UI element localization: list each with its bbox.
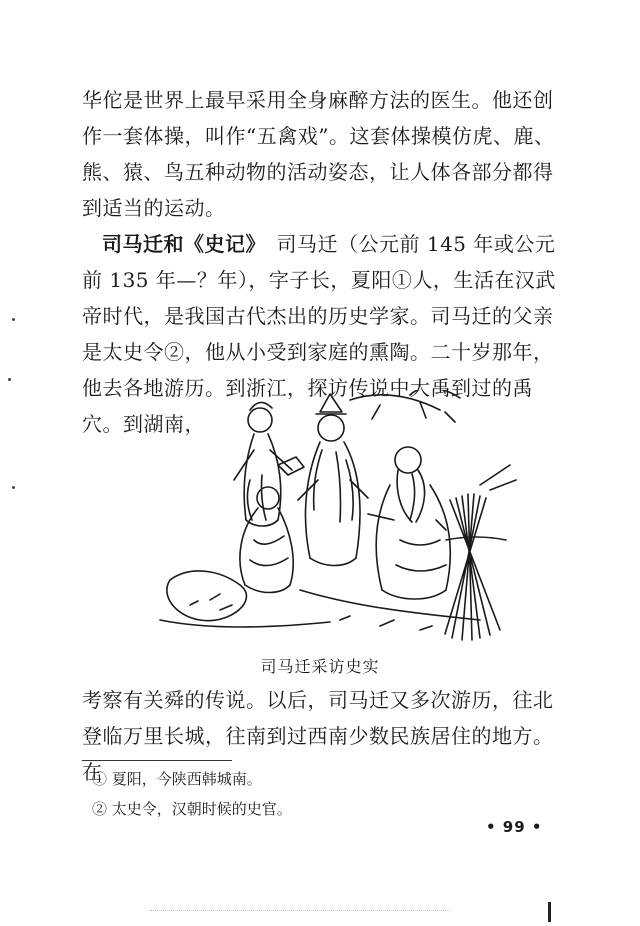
paragraph-sima-qian-body: 司马迁（公元前 145 年或公元前 135 年—？年），字子长，夏阳①人，生活在汉武帝时代，是我国古代杰出的历史学家。司马迁的父亲是太史令②，他从小受到家庭的熏陶。二十岁那年，他去各地游历。到浙江，探访传说中大禹到过的禹穴。到湖南， bbox=[82, 232, 556, 436]
section-title: 司马迁和《史记》 bbox=[102, 232, 256, 256]
scan-speck bbox=[8, 378, 11, 381]
footnote-divider bbox=[82, 760, 232, 761]
paragraph-continued: 考察有关舜的传说。以后，司马迁又多次游历，往北登临万里长城，往南到过西南少数民族居住的地方。在 bbox=[82, 688, 554, 784]
scan-speck bbox=[12, 486, 15, 489]
scan-edge-mark bbox=[548, 902, 551, 922]
scan-edge-noise bbox=[150, 910, 450, 911]
scan-speck bbox=[12, 318, 15, 321]
illustration-sima-qian-interview bbox=[150, 390, 520, 645]
footnote-xiayang: ① 夏阳，今陕西韩城南。 bbox=[92, 770, 262, 788]
paragraph-hua-tuo: 华佗是世界上最早采用全身麻醉方法的医生。他还创作一套体操，叫作“五禽戏”。这套体操模仿虎、鹿、熊、猿、鸟五种动物的活动姿态，让人体各部分都得到适当的运动。 bbox=[82, 88, 555, 220]
footnote-taishiling: ② 太史令，汉朝时候的史官。 bbox=[92, 800, 292, 818]
page-number: • 99 • bbox=[486, 818, 543, 836]
illustration-caption: 司马迁采访史实 bbox=[260, 657, 380, 676]
footnotes bbox=[92, 764, 292, 824]
